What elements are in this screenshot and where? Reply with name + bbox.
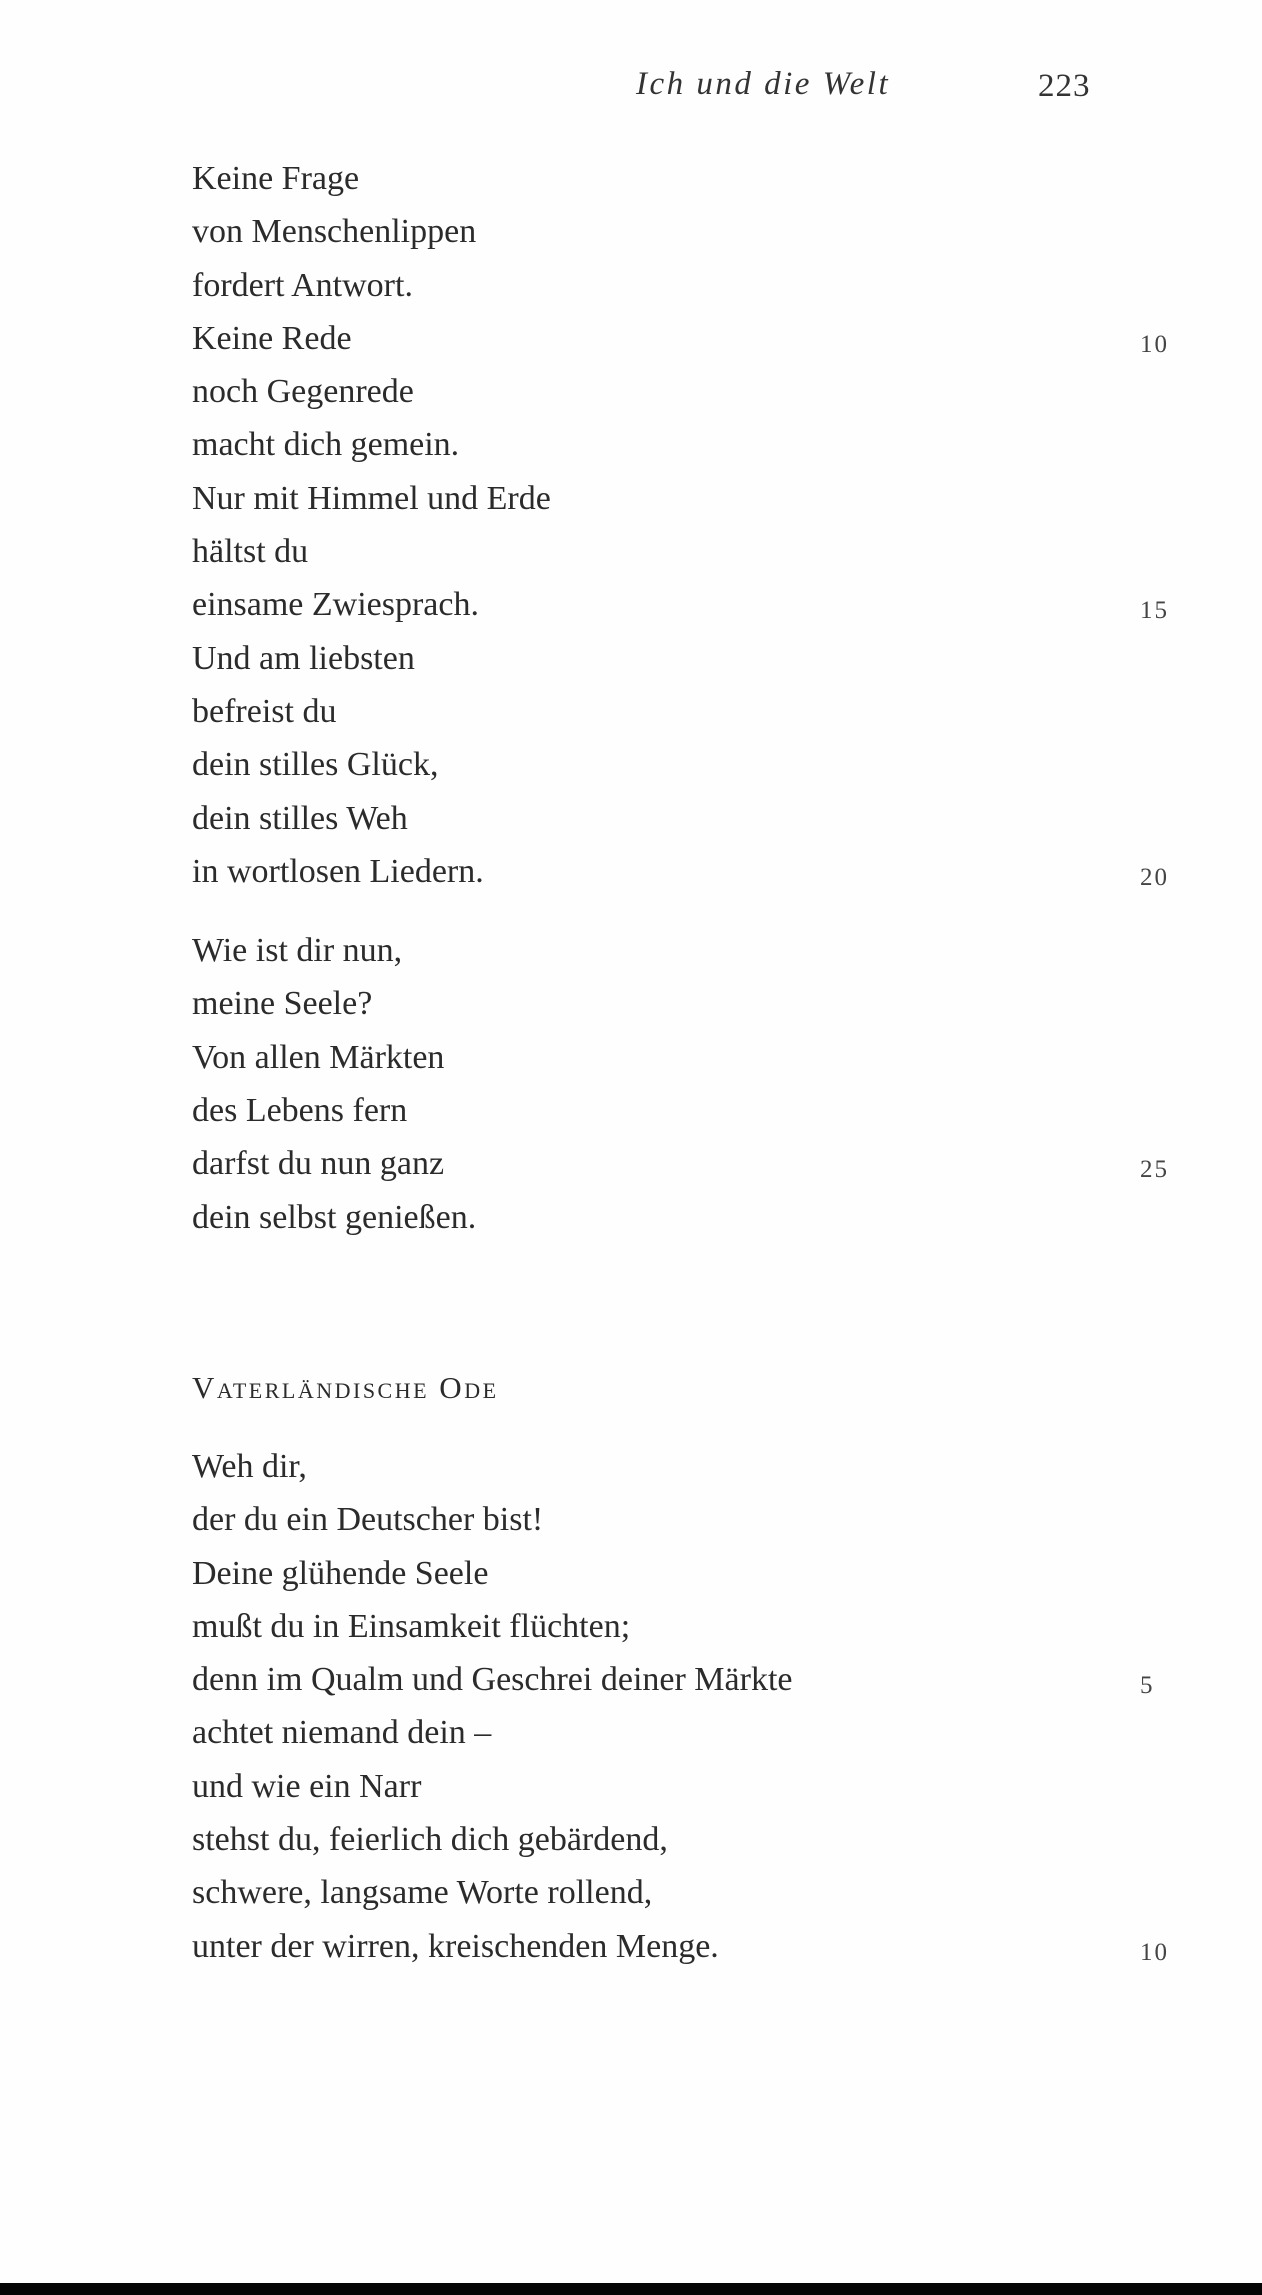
verse-line — [192, 1760, 1172, 1813]
verse-text: des Lebens fern — [192, 1092, 408, 1130]
line-number: 5 — [1140, 1672, 1155, 1700]
stanza — [192, 1440, 1172, 1973]
verse-line — [192, 1866, 1172, 1919]
line-number: 20 — [1140, 863, 1169, 891]
verse-text: schwere, langsame Worte rollend, — [192, 1874, 653, 1912]
poem-continued — [192, 152, 1172, 1244]
verse-line — [192, 1493, 1172, 1546]
verse-line — [192, 1547, 1172, 1600]
verse-line — [192, 1031, 1172, 1084]
verse-text: stehst du, feierlich dich gebärdend, — [192, 1821, 668, 1859]
poem-title: Vaterländische Ode — [192, 1370, 499, 1405]
verse-text: in wortlosen Liedern. — [192, 852, 484, 890]
verse-text: dein stilles Glück, — [192, 746, 439, 784]
verse-text: Wie ist dir nun, — [192, 932, 403, 970]
line-number: 15 — [1140, 597, 1169, 625]
verse-text: fordert Antwort. — [192, 266, 413, 304]
verse-text: Weh dir, — [192, 1448, 307, 1485]
verse-line — [192, 525, 1172, 578]
verse-line — [192, 1653, 1172, 1706]
verse-line — [192, 632, 1172, 685]
verse-line — [192, 1191, 1172, 1244]
verse-line — [192, 1920, 1172, 1973]
verse-text: und wie ein Narr — [192, 1767, 422, 1805]
verse-line — [192, 1600, 1172, 1653]
verse-text: von Menschenlippen — [192, 213, 477, 251]
line-number: 25 — [1140, 1156, 1169, 1184]
verse-line — [192, 1084, 1172, 1137]
verse-line — [192, 924, 1172, 977]
verse-text: Nur mit Himmel und Erde — [192, 479, 551, 517]
verse-text: denn im Qualm und Geschrei deiner Märkte — [192, 1661, 793, 1699]
verse-text: macht dich gemein. — [192, 426, 460, 464]
stanza — [192, 152, 1172, 898]
verse-text: Und am liebsten — [192, 639, 415, 677]
verse-text: hältst du — [192, 533, 309, 571]
verse-text: darfst du nun ganz — [192, 1145, 445, 1183]
verse-line — [192, 1813, 1172, 1866]
verse-line — [192, 365, 1172, 418]
verse-line — [192, 1440, 1172, 1493]
verse-text: dein stilles Weh — [192, 799, 408, 837]
verse-line — [192, 792, 1172, 845]
stanza — [192, 924, 1172, 1244]
verse-text: dein selbst genießen. — [192, 1198, 477, 1236]
verse-text: achtet niemand dein – — [192, 1714, 492, 1752]
verse-line — [192, 845, 1172, 898]
verse-text: befreist du — [192, 692, 337, 730]
verse-line — [192, 312, 1172, 365]
scan-edge-band — [0, 2283, 1262, 2295]
verse-line — [192, 472, 1172, 525]
verse-text: der du ein Deutscher bist! — [192, 1501, 544, 1539]
verse-line — [192, 1137, 1172, 1190]
verse-line — [192, 578, 1172, 631]
verse-text: Deine glühende Seele — [192, 1554, 489, 1592]
line-number: 10 — [1140, 1938, 1169, 1966]
verse-text: Keine Rede — [192, 319, 352, 357]
verse-line — [192, 205, 1172, 258]
running-title: Ich und die Welt — [636, 66, 891, 102]
verse-line — [192, 418, 1172, 471]
verse-text: noch Gegenrede — [192, 373, 414, 411]
poem-vaterlaendische-ode — [192, 1358, 1172, 1973]
verse-text: Von allen Märkten — [192, 1038, 445, 1076]
verse-text: meine Seele? — [192, 985, 373, 1023]
verse-text: einsame Zwiesprach. — [192, 586, 479, 624]
page-number: 223 — [1038, 68, 1091, 104]
verse-line — [192, 1706, 1172, 1759]
verse-text: Keine Frage — [192, 160, 360, 197]
verse-line — [192, 152, 1172, 205]
verse-line — [192, 685, 1172, 738]
verse-line — [192, 738, 1172, 791]
verse-text: unter der wirren, kreischenden Menge. — [192, 1927, 719, 1965]
verse-line — [192, 977, 1172, 1030]
verse-line — [192, 259, 1172, 312]
line-number: 10 — [1140, 330, 1169, 358]
verse-text: mußt du in Einsamkeit flüchten; — [192, 1607, 631, 1645]
